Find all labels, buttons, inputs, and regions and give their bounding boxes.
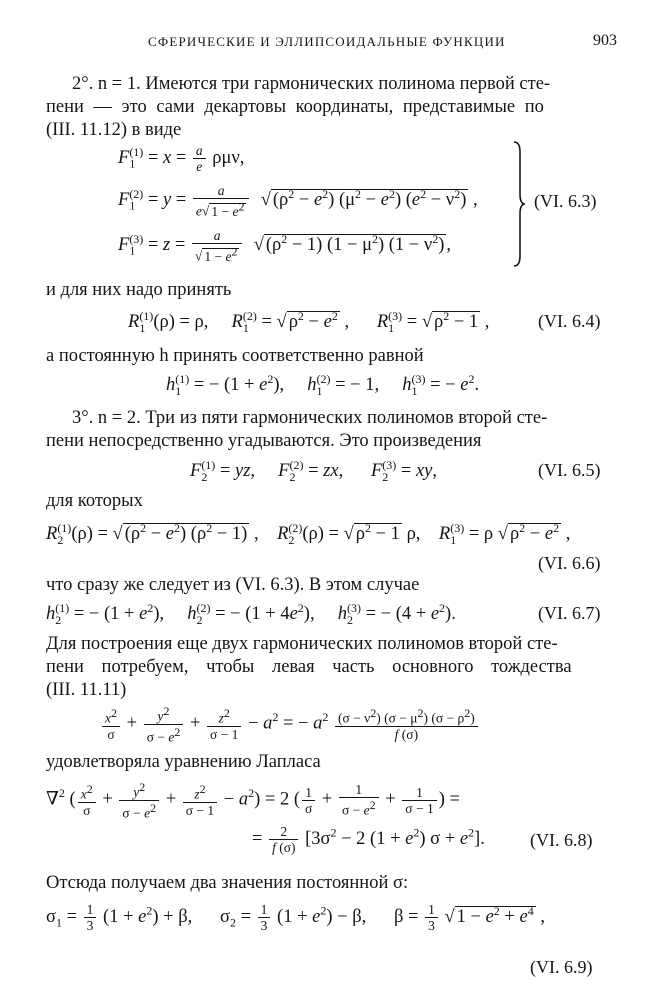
- formula-F2: $F_2^{(1)}$ = yz, $F_2^{(2)}$ = zx, $F_2^{(3)}$ = xy,: [190, 458, 438, 484]
- equation-number: (VI. 6.8): [530, 830, 593, 850]
- formula-F1-3: $F_1^{(3)} = z$ = $\frac{a}{√ 1 - e^2}$ √ $(\rho^2 - 1) (1 - \mu^2) (1 - \nu^2)$ ,: [118, 228, 452, 264]
- text-line: удовлетворяла уравнению Лапласа: [46, 752, 321, 772]
- formula-sigma: $\sigma_1$ = $\frac{1}{3}$ $(1 + e^2) + \beta$, $\sigma_2$ = $\frac{1}{3}$ $(1 + e^2) - \beta$, β = $\frac{1}{3}$ √ $1 - e^2 + e^4$ ,: [46, 902, 545, 933]
- text-line: 2°. n = 1. Имеются три гармонических полинома первой сте-: [72, 74, 551, 94]
- formula-R2: $R_2^{(1)}(\rho)$ = √ $(\rho^2 - e^2) (\rho^2 - 1)$ , $R_2^{(2)}(\rho)$ = √ $\rho^2 - 1$ ρ, $R_1^{(3)} = \rho$ √ $\rho^2 - e^2$ ,: [46, 521, 571, 547]
- equation-number: (VI. 6.6): [538, 553, 601, 573]
- text-paragraph: [46, 751, 612, 774]
- text-line: и для них надо принять: [46, 280, 232, 300]
- equation-number: (VI. 6.7): [538, 603, 601, 623]
- text-line: (III. 11.11): [46, 680, 127, 700]
- text-paragraph: [46, 633, 612, 702]
- running-header: [0, 34, 657, 54]
- formula-laplacian: ∇$^2$ ( $\frac{x^2}{\sigma}$ + $\frac{y^2}{\sigma - e^2}$ + $\frac{z^2}{\sigma - 1}$ − $a^2) = 2$ ( $\frac{1}{\sigma}$ + $\frac{1}{\sigma - e^2}$ + $\frac{1}{\sigma - 1}$ ) =: [46, 780, 460, 820]
- formula-laplacian-result: = $\frac{2}{f (\sigma)}$ [$3\sigma^2 - 2$ $(1 + e^2)$ $\sigma + e^2$].: [252, 824, 485, 855]
- text-paragraph: [46, 345, 612, 368]
- text-paragraph: [46, 574, 612, 597]
- text-line: пени потребуем, чтобы левая часть основного тождества: [46, 657, 572, 677]
- formula-F1-1: $F_1^{(1)} = x$ = $\frac{a}{e}$ ρμν,: [118, 143, 245, 174]
- formula-h2: $h_2^{(1)}$ = − $(1 + e^2)$, $h_2^{(2)}$ = − $(1 + 4e^2)$, $h_2^{(3)}$ = − $(4 + e^2)$.: [46, 601, 456, 627]
- text-line: для которых: [46, 491, 143, 511]
- text-line: пени — это сами декартовы координаты, представимые по: [46, 97, 544, 117]
- formula-R1: $R_1^{(1)}(\rho) = \rho$, $R_1^{(2)}$ = √ $\rho^2 - e^2$ , $R_1^{(3)}$ = √ $\rho^2 - 1$ ,: [128, 309, 490, 335]
- equation-number: (VI. 6.9): [530, 957, 593, 977]
- text-paragraph: [46, 490, 612, 513]
- text-line: (III. 11.12) в виде: [46, 120, 182, 140]
- text-paragraph: [46, 279, 612, 302]
- text-line: что сразу же следует из (VI. 6.3). В этом случае: [46, 575, 420, 595]
- text-paragraph: [46, 872, 612, 895]
- section-3-intro: [46, 407, 612, 453]
- right-brace: [512, 140, 526, 268]
- section-2-intro: [46, 73, 612, 142]
- text-line: Отсюда получаем два значения постоянной σ:: [46, 873, 409, 893]
- equation-number: (VI. 6.4): [538, 311, 601, 331]
- equation-number: (VI. 6.3): [534, 191, 597, 211]
- running-title: СФЕРИЧЕСКИЕ И ЭЛЛИПСОИДАЛЬНЫЕ ФУНКЦИИ: [148, 34, 506, 49]
- formula-identity: $\frac{x^2}{\sigma}$ + $\frac{y^2}{\sigma - e^2}$ + $\frac{z^2}{\sigma - 1}$ − $a^2$ = − $a^2$ $\frac{(\sigma - \nu^2) (\sigma - \mu^2) (\sigma - \rho^2)}{f (\sigma)}$: [100, 704, 480, 744]
- text-line: а постоянную h принять соответственно равной: [46, 346, 424, 366]
- formula-h1: $h_1^{(1)}$ = − $(1 + e^2)$, $h_1^{(2)}$ = − 1, $h_1^{(3)}$ = − $e^2$.: [166, 372, 480, 398]
- formula-F1-2: $F_1^{(2)} = y$ = $\frac{a}{e√ 1 - e^2}$ √ $(\rho^2 - e^2) (\mu^2 - e^2) (e^2 - \nu^2)$ ,: [118, 183, 478, 219]
- page-number: 903: [593, 32, 617, 49]
- text-line: 3°. n = 2. Три из пяти гармонических полиномов второй сте-: [72, 408, 548, 428]
- equation-number: (VI. 6.5): [538, 460, 601, 480]
- text-line: пени непосредственно угадываются. Это произведения: [46, 431, 482, 451]
- text-line: Для построения еще двух гармонических полиномов второй сте-: [46, 634, 558, 654]
